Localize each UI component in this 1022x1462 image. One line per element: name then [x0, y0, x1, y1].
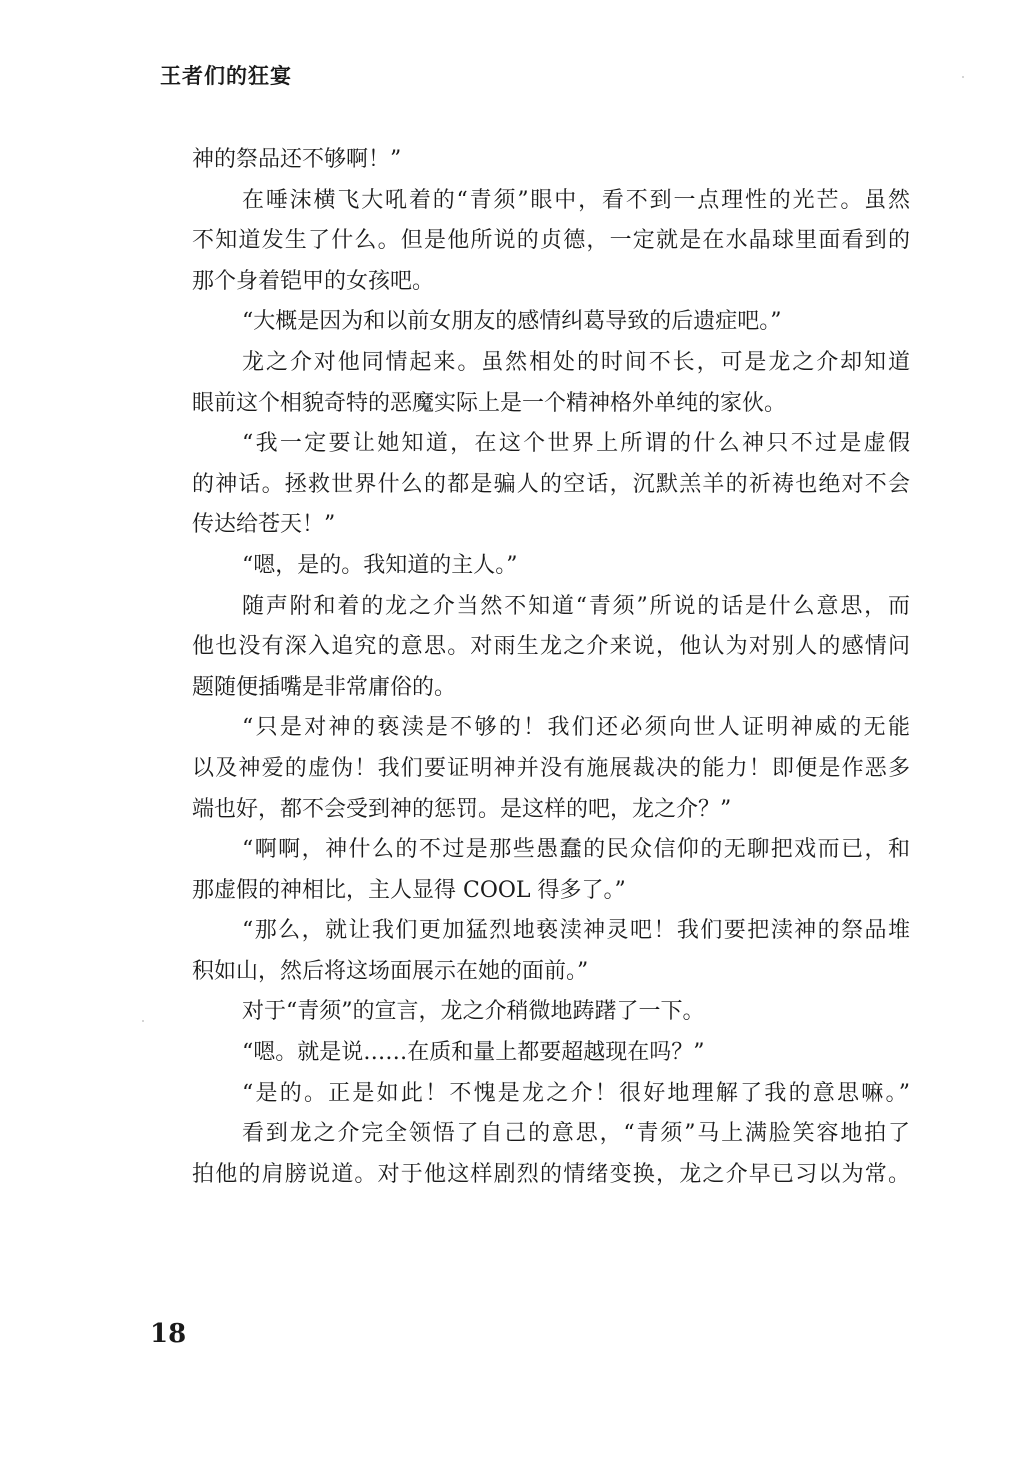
text-line: 积如山，然后将这场面展示在她的面前。”	[192, 958, 589, 984]
text-line: 眼前这个相貌奇特的恶魔实际上是一个精神格外单纯的家伙。	[192, 390, 787, 416]
text-line: “我一定要让她知道，在这个世界上所谓的什么神只不过是虚假	[242, 431, 910, 457]
text-line: 在唾沫横飞大吼着的“青须”眼中，看不到一点理性的光芒。虽然	[242, 187, 910, 213]
text-line: 随声附和着的龙之介当然不知道“青须”所说的话是什么意思，而	[242, 593, 910, 619]
text-line: 对于“青须”的宣言，龙之介稍微地踌躇了一下。	[242, 999, 705, 1025]
text-line: 的神话。拯救世界什么的都是骗人的空话，沉默羔羊的祈祷也绝对不会	[192, 471, 910, 497]
text-line: “嗯。就是说……在质和量上都要超越现在吗？”	[242, 1040, 705, 1066]
text-line: 以及神爱的虚伪！我们要证明神并没有施展裁决的能力！即便是作恶多	[192, 755, 910, 781]
text-line: 传达给苍天！”	[192, 512, 336, 538]
running-header-book-title: 王者们的狂宴	[160, 63, 292, 88]
text-line: “大概是因为和以前女朋友的感情纠葛导致的后遗症吧。”	[242, 309, 782, 335]
scan-speck	[962, 76, 964, 78]
text-line: 题随便插嘴是非常庸俗的。	[192, 674, 457, 700]
text-line: 看到龙之介完全领悟了自己的意思，“青须”马上满脸笑容地拍了	[242, 1121, 910, 1147]
text-line: 神的祭品还不够啊！”	[192, 147, 402, 172]
text-line: “啊啊，神什么的不过是那些愚蠢的民众信仰的无聊把戏而已，和	[242, 837, 910, 863]
page-number: 18	[150, 1319, 187, 1349]
body-text	[192, 140, 910, 1195]
text-line: 龙之介对他同情起来。虽然相处的时间不长，可是龙之介却知道	[242, 349, 910, 375]
text-line: 拍他的肩膀说道。对于他这样剧烈的情绪变换，龙之介早已习以为常。	[192, 1161, 910, 1187]
text-line: “是的。正是如此！不愧是龙之介！很好地理解了我的意思嘛。”	[242, 1080, 910, 1106]
text-line: “那么，就让我们更加猛烈地亵渎神灵吧！我们要把渎神的祭品堆	[242, 918, 910, 944]
text-line: “嗯，是的。我知道的主人。”	[242, 552, 518, 578]
text-line: 那虚假的神相比，主人显得 COOL 得多了。”	[192, 877, 626, 903]
text-line: 不知道发生了什么。但是他所说的贞德，一定就是在水晶球里面看到的	[192, 228, 910, 254]
text-line: “只是对神的亵渎是不够的！我们还必须向世人证明神威的无能	[242, 715, 910, 741]
text-line: 他也没有深入追究的意思。对雨生龙之介来说，他认为对别人的感情问	[192, 634, 910, 660]
text-line: 端也好，都不会受到神的惩罚。是这样的吧，龙之介？”	[192, 796, 732, 822]
scan-speck	[142, 1020, 144, 1022]
text-line: 那个身着铠甲的女孩吧。	[192, 268, 435, 294]
